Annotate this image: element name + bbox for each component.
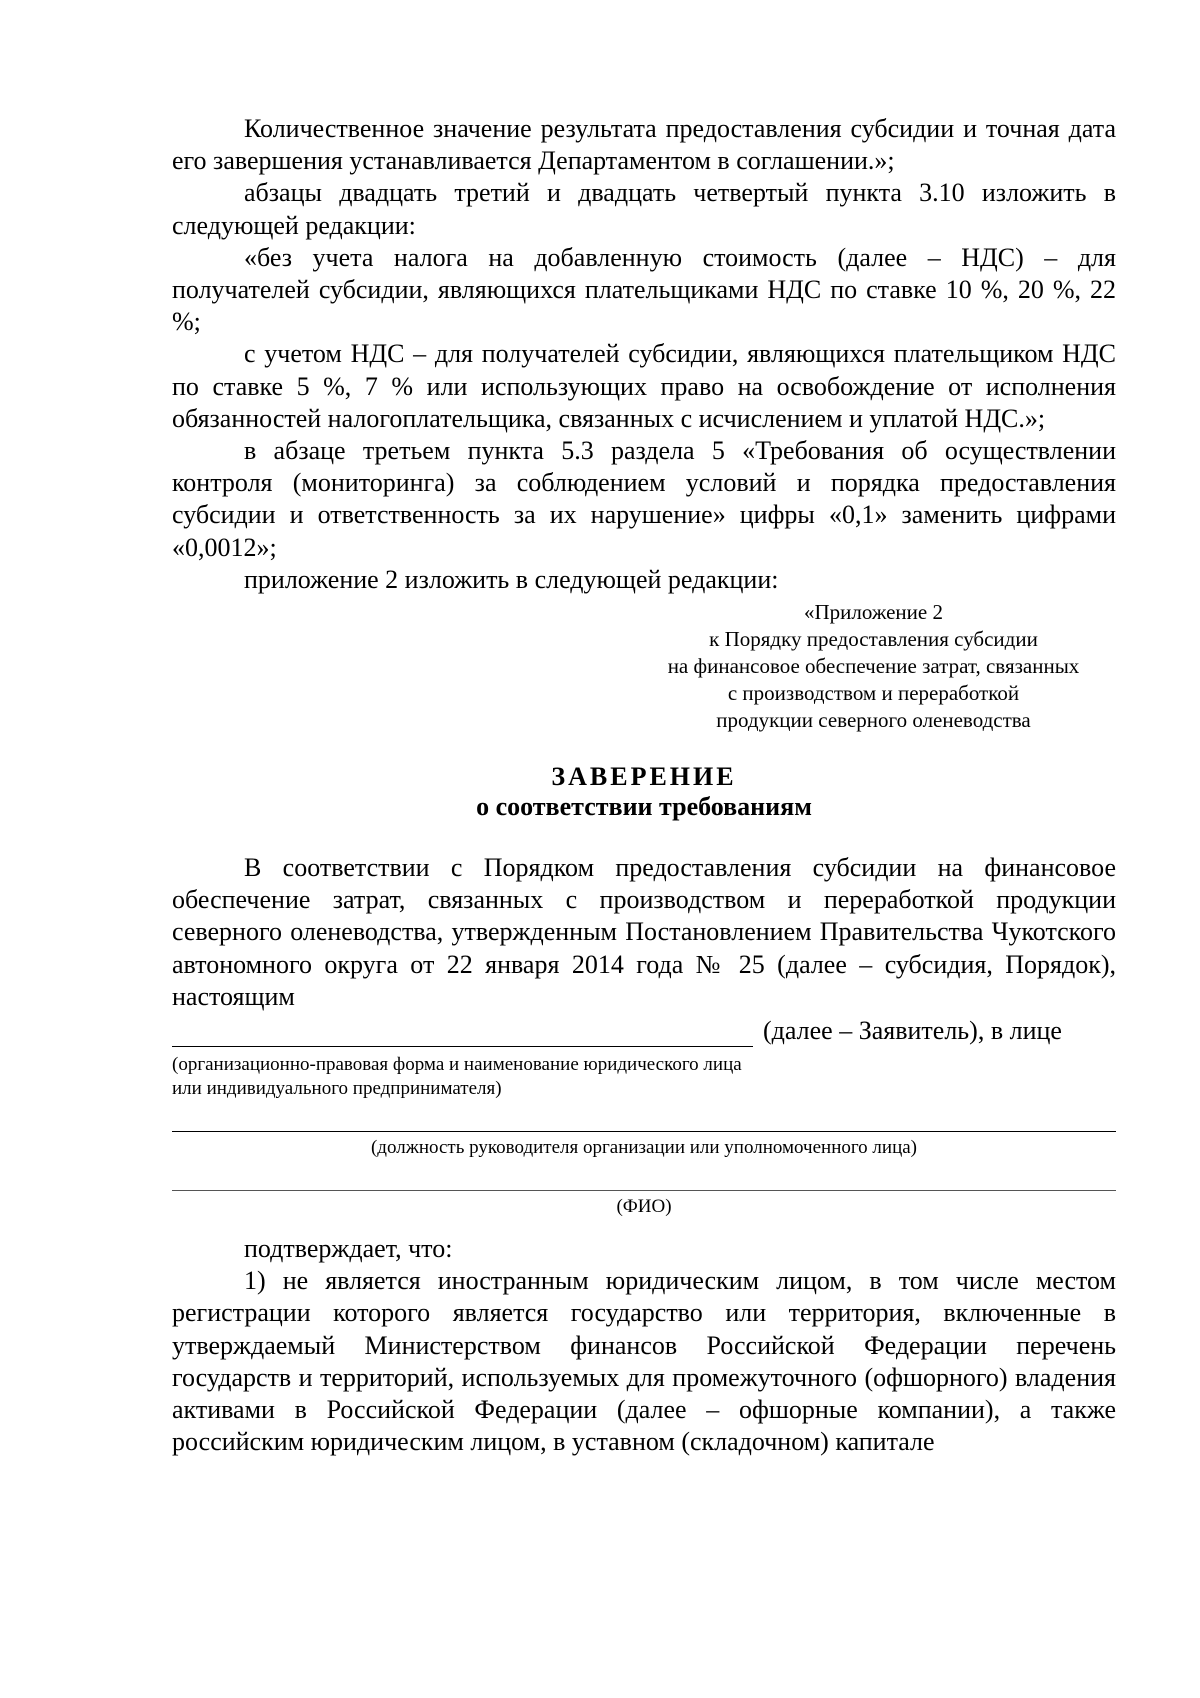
- applicant-caption-line: или индивидуального предпринимателя): [172, 1078, 502, 1100]
- paragraph-with-vat: с учетом НДС – для получателей субсидии, являющихся плательщиком НДС по ставке 5 %, 7 % или использующих право на освобождение от исполнения обязанностей налогоплательщика, связанных с исчислением и уплатой НДС.»;: [172, 339, 1116, 433]
- document-subtitle: о соответствии требованиям: [476, 792, 812, 822]
- appendix-header: [631, 599, 1116, 734]
- appendix-line: «Приложение 2: [804, 600, 943, 625]
- applicant-caption-line: (организационно-правовая форма и наименование юридического лица: [172, 1054, 742, 1076]
- fio-blank[interactable]: [172, 1160, 1116, 1191]
- position-blank[interactable]: [172, 1101, 1116, 1132]
- applicant-line: [172, 1015, 1116, 1047]
- paragraph-without-vat: «без учета налога на добавленную стоимость (далее – НДС) – для получателей субсидии, являющихся плательщиками НДС по ставке 10 %, 20 %, 22 %;: [172, 242, 1116, 337]
- applicant-suffix: (далее – Заявитель), в лице: [763, 1016, 1062, 1046]
- paragraph-result-value: Количественное значение результата предоставления субсидии и точная дата его завершения устанавливается Департаментом в соглашении.»;: [172, 114, 1116, 176]
- paragraph-abzacy-3-10: абзацы двадцать третий и двадцать четвертый пункта 3.10 изложить в следующей редакции:: [172, 178, 1116, 240]
- document-page: [172, 113, 1116, 1458]
- appendix-line: на финансовое обеспечение затрат, связанных: [667, 654, 1080, 679]
- confirms-text: подтверждает, что:: [244, 1234, 453, 1264]
- intro-paragraph: В соответствии с Порядком предоставления субсидии на финансовое обеспечение затрат, связанных с производством и переработкой продукции северного оленеводства, утвержденным Постановлением Правительства Чукотского автономного округа от 22 января 2014 года № 25 (далее – субсидия, Порядок), настоящим: [172, 853, 1116, 1011]
- applicant-caption: [172, 1053, 1116, 1101]
- appendix-line: продукции северного оленеводства: [716, 708, 1031, 733]
- fio-caption: (ФИО): [616, 1196, 672, 1218]
- position-caption: (должность руководителя организации или уполномоченного лица): [370, 1137, 918, 1159]
- appendix-line: с производством и переработкой: [727, 681, 1020, 706]
- paragraph-5-3: в абзаце третьем пункта 5.3 раздела 5 «Требования об осуществлении контроля (мониторинга) за соблюдением условий и порядка предоставления субсидии и ответственность за их нарушение» цифры «0,1» заменить цифрами «0,0012»;: [172, 436, 1116, 562]
- document-title: ЗАВЕРЕНИЕ: [551, 762, 737, 792]
- paragraph-appendix-2: приложение 2 изложить в следующей редакции:: [244, 564, 779, 594]
- appendix-line: к Порядку предоставления субсидии: [709, 627, 1038, 652]
- applicant-name-blank[interactable]: [172, 1020, 753, 1047]
- item-1: 1) не является иностранным юридическим лицом, в том числе местом регистрации которого является государство или территория, включенные в утверждаемый Министерством финансов Российской Федерации перечень государств и территорий, используемых для промежуточного (офшорного) владения активами в Российской Федерации (далее – офшорные компании), а также российским юридическим лицом, в уставном (складочном) капитале: [172, 1266, 1116, 1457]
